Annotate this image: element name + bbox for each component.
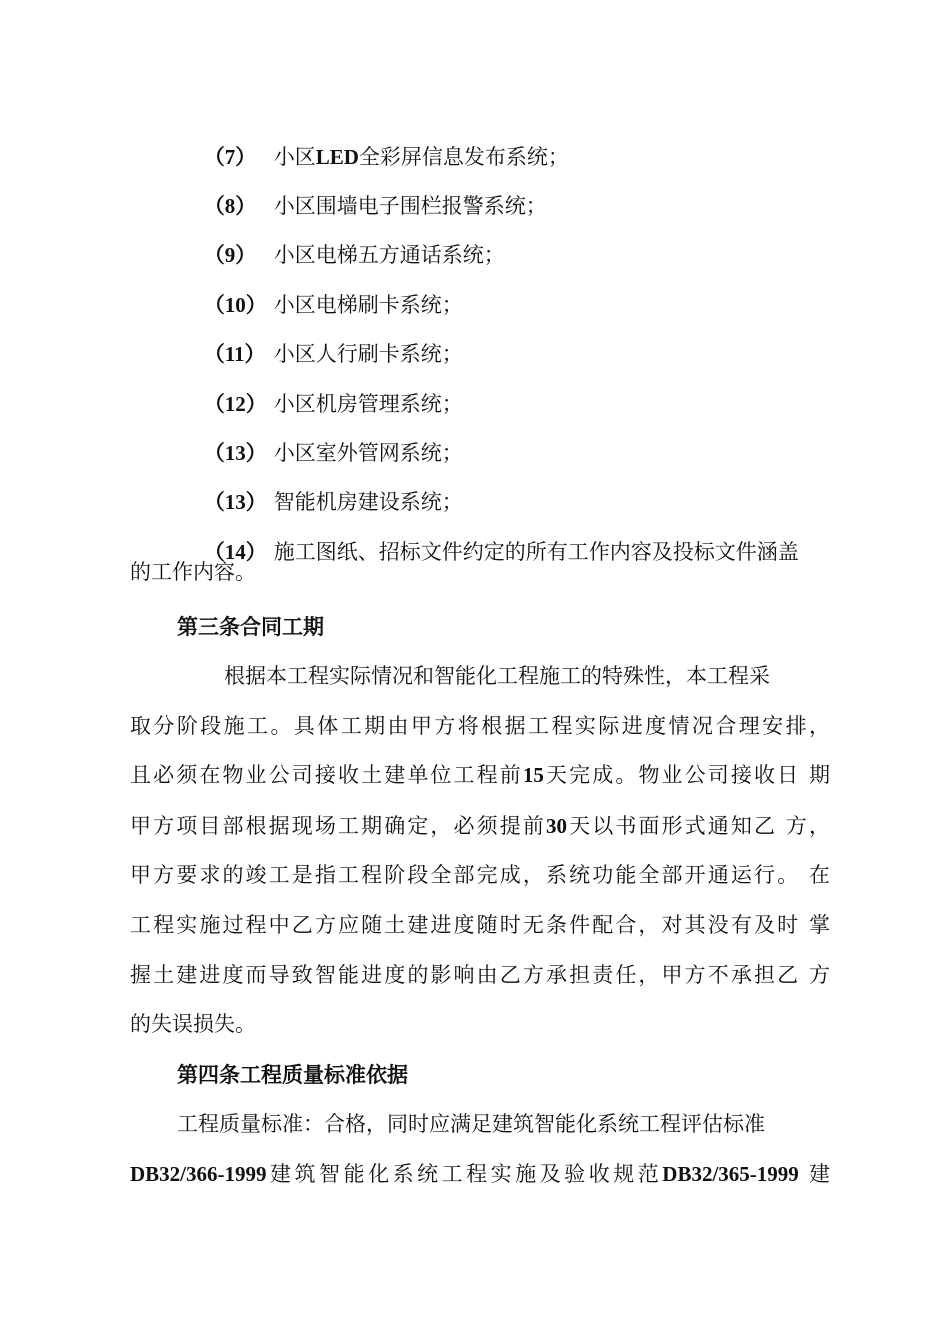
item-text: 小区围墙电子围栏报警系统； (273, 194, 547, 218)
paragraph-line: 根据本工程实际情况和智能化工程施工的特殊性，本工程采 (224, 664, 770, 688)
item-text: 小区电梯刷卡系统； (273, 293, 463, 317)
standard-code: DB32/366-1999 (130, 1162, 267, 1186)
text-run: 甲方项目部根据现场工期确定，必须提前 (130, 814, 546, 838)
item-text: 小区室外管网系统； (273, 441, 463, 465)
list-item (177, 359, 463, 416)
item-number: （13） (203, 490, 267, 514)
item-text: 小区人行刷卡系统； (273, 342, 463, 366)
item-text: 小区 (273, 145, 316, 169)
section-heading: 第四条工程质量标准依据 (177, 1062, 408, 1087)
section-heading: 第三条合同工期 (177, 614, 324, 639)
list-item (177, 457, 463, 514)
number-run: 30 (546, 814, 567, 838)
list-item (177, 210, 505, 267)
text-run: 建筑智能化系统工程实施及验收规范 (266, 1162, 663, 1186)
number-run: 15 (522, 763, 544, 787)
item-number: （13） (203, 441, 267, 465)
paragraph-line: 取分阶段施工。具体工期由甲方将根据工程实际进度情况合理安排， (130, 714, 830, 738)
list-item (177, 309, 463, 366)
paragraph-line (130, 811, 830, 841)
item-text: 全彩屏信息发布系统； (358, 145, 569, 169)
item-text: 智能机房建设系统； (273, 490, 463, 514)
item-number: （9） (203, 243, 257, 267)
paragraph-line: 的失误损失。 (130, 1012, 256, 1036)
text-run: 且必须在物业公司接收土建单位工程前 (130, 763, 523, 787)
item-number: （11） (203, 342, 266, 366)
item-text: 小区机房管理系统； (273, 392, 463, 416)
standard-code: DB32/365-1999 (662, 1162, 799, 1186)
item-number: （10） (203, 293, 267, 317)
list-item (177, 260, 463, 317)
item-text-latin: LED (315, 145, 359, 169)
list-item (177, 408, 463, 465)
item-number: （12） (203, 392, 267, 416)
item-number: （7） (203, 145, 257, 169)
paragraph-line (130, 760, 830, 790)
text-run: 天以书面形式通知乙 方， (567, 814, 830, 838)
paragraph-line: 握土建进度而导致智能进度的影响由乙方承担责任，甲方不承担乙 方 (130, 963, 830, 987)
list-item (177, 161, 547, 218)
item-text: 小区电梯五方通话系统； (273, 243, 505, 267)
paragraph-line (130, 1159, 830, 1189)
item-number: （8） (203, 194, 257, 218)
paragraph-line: 工程质量标准：合格，同时应满足建筑智能化系统工程评估标准 (177, 1112, 765, 1136)
list-item (177, 112, 569, 169)
list-item-continuation: 的工作内容。 (130, 560, 256, 584)
item-number: （14） (203, 540, 267, 564)
paragraph-line: 甲方要求的竣工是指工程阶段全部完成，系统功能全部开通运行。 在 (130, 863, 830, 887)
text-run: 建 (798, 1162, 830, 1186)
paragraph-line: 工程实施过程中乙方应随土建进度随时无条件配合，对其没有及时 掌 (130, 913, 830, 937)
text-run: 天完成。物业公司接收日 期 (543, 763, 831, 787)
item-text: 施工图纸、招标文件约定的所有工作内容及投标文件涵盖 (273, 540, 799, 564)
list-item (177, 507, 799, 564)
